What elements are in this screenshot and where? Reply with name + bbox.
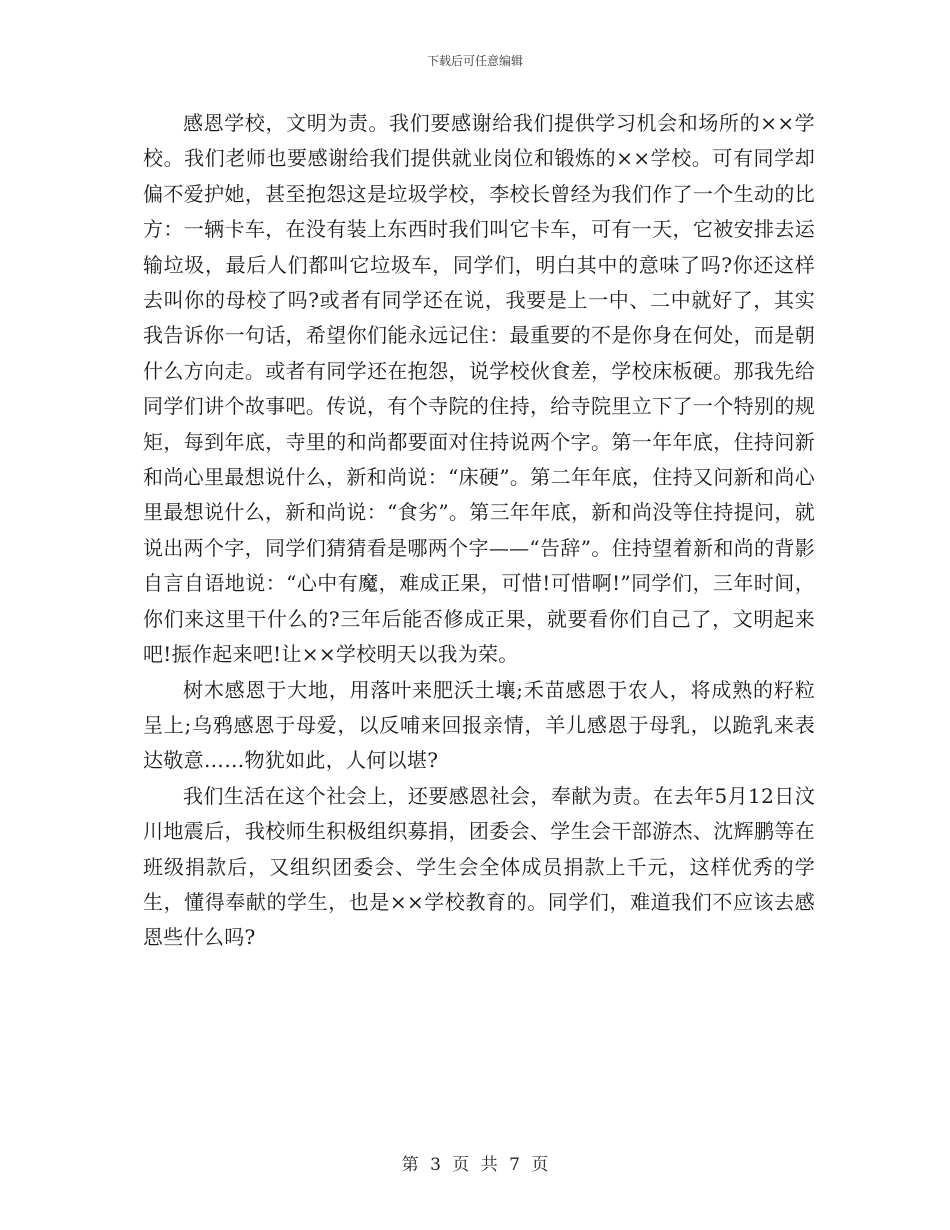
paragraph-gratitude-society: 我们生活在这个社会上，还要感恩社会，奉献为责。在去年5月12日汶川地震后，我校师生积极组织募捐，团委会、学生会干部游杰、沈辉鹏等在班级捐款后，又组织团委会、学生会全体成员捐款上千元，这样优秀的学生，懂得奉献的学生，也是××学校教育的。同学们，难道我们不应该去感恩些什么吗? [143, 783, 815, 950]
paragraph-gratitude-school: 感恩学校，文明为责。我们要感谢给我们提供学习机会和场所的××学校。我们老师也要感谢给我们提供就业岗位和锻炼的××学校。可有同学却偏不爱护她，甚至抱怨这是垃圾学校，李校长曾经为我们作了一个生动的比方：一辆卡车，在没有装上东西时我们叫它卡车，可有一天，它被安排去运输垃圾，最后人们都叫它垃圾车，同学们，明白其中的意味了吗?你还这样去叫你的母校了吗?或者有同学还在说，我要是上一中、二中就好了，其实我告诉你一句话，希望你们能永远记住：最重要的不是你身在何处，而是朝什么方向走。或者有同学还在抱怨，说学校伙食差，学校床板硬。那我先给同学们讲个故事吧。传说，有个寺院的住持，给寺院里立下了一个特别的规矩，每到年底，寺里的和尚都要面对住持说两个字。第一年年底，住持问新和尚心里最想说什么，新和尚说：“床硬”。第二年年底，住持又问新和尚心里最想说什么，新和尚说：“食劣”。第三年年底，新和尚没等住持提问，就说出两个字，同学们猜猜看是哪两个字——“告辞”。住持望着新和尚的背影自言自语地说：“心中有魔，难成正果，可惜!可惜啊!”同学们，三年时间，你们来这里干什么的?三年后能否修成正果，就要看你们自己了，文明起来吧!振作起来吧!让××学校明天以我为荣。 [143, 111, 815, 667]
document-body [143, 106, 815, 956]
paragraph-gratitude-nature: 树木感恩于大地，用落叶来肥沃土壤;禾苗感恩于农人，将成熟的籽粒呈上;乌鸦感恩于母爱，以反哺来回报亲情，羊儿感恩于母乳，以跪乳来表达敬意……物犹如此，人何以堪? [143, 677, 815, 773]
page-header: 下载后可任意编辑 [426, 54, 523, 68]
page-number-footer: 第 3 页 共 7 页 [401, 1155, 549, 1175]
